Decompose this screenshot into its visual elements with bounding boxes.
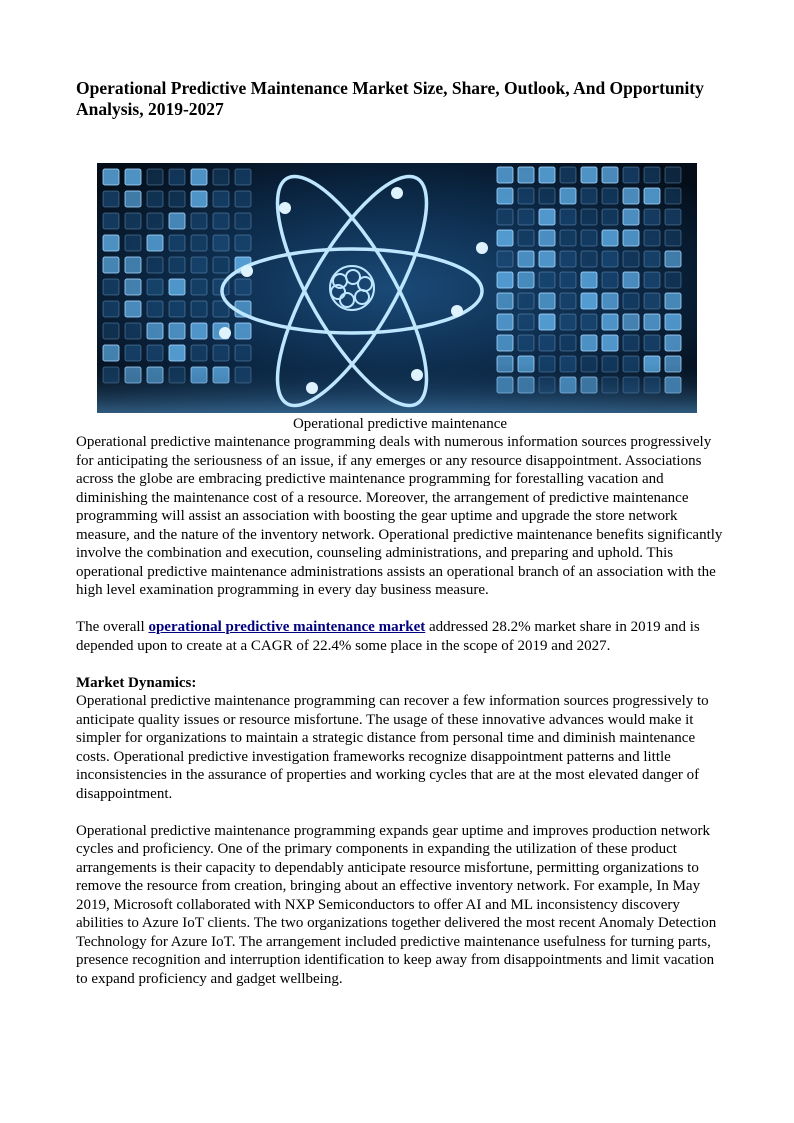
grid-tile [103, 213, 119, 229]
grid-tile [497, 230, 513, 246]
grid-tile [623, 167, 639, 183]
grid-tile [169, 213, 185, 229]
grid-tile [560, 335, 576, 351]
grid-tile [623, 272, 639, 288]
grid-tile [235, 323, 251, 339]
grid-tile [581, 293, 597, 309]
grid-tile [191, 345, 207, 361]
grid-tile [602, 209, 618, 225]
grid-tile [665, 293, 681, 309]
grid-tile [213, 257, 229, 273]
right-grid-tiles [497, 167, 681, 393]
grid-tile [518, 293, 534, 309]
dynamics-paragraph-2: Operational predictive maintenance programming expands gear uptime and improves production network cycles and proficiency. One of the primary components in expanding the utilization of these product arrangements is their capacity to dependably anticipate resource misfortune, permitting organizations to remove the resource from creation, bringing about an effective inventory network. For example, In May 2019, Microsoft collaborated with NXP Semiconductors to offer AI and ML inconsistency discovery abilities to Azure IoT clients. The two organizations together delivered the most recent Anomaly Detection Technology for Azure IoT. The arrangement included predictive maintenance usefulness for turning parts, presence recognition and interruption identification to keep away from disappointments and limit vacation to expand proficiency and gadget wellbeing. [76, 822, 717, 987]
market-text-suffix: addressed 28.2% market share in 2019 and is depended upon to create at a CAGR of 22.4% some place in the scope of 2019 and 2027. [76, 619, 700, 654]
grid-tile [103, 191, 119, 207]
market-text-prefix: The overall [76, 619, 149, 635]
grid-tile [147, 345, 163, 361]
grid-tile [602, 335, 618, 351]
grid-tile [103, 235, 119, 251]
grid-tile [560, 314, 576, 330]
grid-tile [602, 314, 618, 330]
market-paragraph [76, 618, 724, 655]
figure-caption: Operational predictive maintenance [292, 416, 508, 432]
grid-tile [191, 169, 207, 185]
grid-tile [581, 314, 597, 330]
grid-tile [191, 213, 207, 229]
grid-tile [539, 230, 555, 246]
grid-tile [235, 279, 251, 295]
grid-tile [191, 191, 207, 207]
grid-tile [103, 345, 119, 361]
grid-tile [213, 191, 229, 207]
grid-tile [623, 293, 639, 309]
grid-tile [665, 188, 681, 204]
grid-tile [213, 169, 229, 185]
grid-tile [602, 167, 618, 183]
grid-tile [125, 323, 141, 339]
grid-tile [602, 293, 618, 309]
grid-tile [644, 188, 660, 204]
grid-tile [644, 230, 660, 246]
grid-tile [539, 314, 555, 330]
intro-paragraph: Operational predictive maintenance programming deals with numerous information sources progressively for anticipating the seriousness of an issue, if any emerges or any resource disappointment. Associations across the globe are embracing predictive maintenance programming for forestalling vacation and diminishing the maintenance cost of a resource. Moreover, the arrangement of predictive maintenance programming will assist an association with boosting the gear uptime and upgrade the store network measure, and the nature of the inventory network. Operational predictive maintenance benefits significantly involve the combination and execution, counseling administrations, and preparing and uphold. This operational predictive maintenance administrations assists an operational branch of an association with the high level examination programming in every day business measure. [76, 434, 723, 598]
grid-tile [665, 335, 681, 351]
grid-tile [497, 209, 513, 225]
grid-tile [560, 167, 576, 183]
grid-tile [581, 230, 597, 246]
grid-tile [103, 323, 119, 339]
grid-tile [191, 279, 207, 295]
grid-tile [169, 257, 185, 273]
grid-tile [665, 209, 681, 225]
grid-tile [497, 251, 513, 267]
grid-tile [147, 213, 163, 229]
grid-tile [539, 293, 555, 309]
grid-tile [623, 251, 639, 267]
grid-tile [497, 335, 513, 351]
atom-network-illustration [97, 163, 697, 413]
grid-tile [213, 235, 229, 251]
grid-tile [191, 257, 207, 273]
grid-tile [497, 272, 513, 288]
grid-tile [518, 230, 534, 246]
grid-tile [125, 191, 141, 207]
grid-tile [125, 169, 141, 185]
grid-tile [191, 323, 207, 339]
grid-tile [235, 169, 251, 185]
grid-tile [518, 272, 534, 288]
grid-tile [644, 251, 660, 267]
grid-tile [518, 188, 534, 204]
grid-tile [103, 279, 119, 295]
grid-tile [644, 293, 660, 309]
grid-tile [539, 209, 555, 225]
grid-tile [581, 167, 597, 183]
grid-tile [623, 230, 639, 246]
grid-tile [169, 191, 185, 207]
grid-tile [560, 230, 576, 246]
grid-tile [623, 188, 639, 204]
grid-tile [518, 314, 534, 330]
grid-tile [665, 314, 681, 330]
grid-tile [103, 169, 119, 185]
grid-tile [125, 345, 141, 361]
grid-tile [169, 279, 185, 295]
dynamics-paragraph-1: Operational predictive maintenance programming can recover a few information sources progressively to anticipate quality issues or resource misfortune. The usage of these innovative advances would make it simpler for organizations to maintain a strategic distance from personal time and diminish maintenance costs. Operational predictive investigation frameworks recognize disappointment patterns and little inconsistencies in the assurance of properties and working cycles that are at the most elevated danger of disappointment. [76, 693, 709, 802]
grid-tile [169, 235, 185, 251]
grid-tile [103, 257, 119, 273]
grid-tile [147, 323, 163, 339]
grid-tile [539, 251, 555, 267]
grid-tile [623, 335, 639, 351]
grid-tile [581, 335, 597, 351]
grid-tile [235, 235, 251, 251]
grid-tile [602, 230, 618, 246]
grid-tile [497, 314, 513, 330]
grid-tile [623, 314, 639, 330]
grid-tile [169, 323, 185, 339]
grid-tile [125, 213, 141, 229]
grid-tile [539, 188, 555, 204]
grid-tile [518, 335, 534, 351]
page-title: Operational Predictive Maintenance Market Size, Share, Outlook, And Opportunity Analysis, 2019-2027 [76, 78, 704, 119]
grid-tile [560, 251, 576, 267]
grid-tile [497, 167, 513, 183]
grid-tile [235, 191, 251, 207]
grid-tile [539, 335, 555, 351]
market-report-link[interactable]: operational predictive maintenance market [148, 619, 426, 635]
grid-tile [125, 301, 141, 317]
grid-tile [125, 279, 141, 295]
grid-tile [125, 257, 141, 273]
grid-tile [665, 167, 681, 183]
grid-tile [602, 251, 618, 267]
grid-tile [169, 345, 185, 361]
market-dynamics-heading: Market Dynamics: [76, 674, 197, 691]
grid-tile [560, 188, 576, 204]
grid-tile [665, 230, 681, 246]
grid-tile [191, 235, 207, 251]
grid-tile [560, 293, 576, 309]
grid-tile [539, 272, 555, 288]
grid-tile [497, 293, 513, 309]
grid-tile [235, 213, 251, 229]
grid-tile [169, 301, 185, 317]
grid-tile [539, 167, 555, 183]
grid-tile [235, 345, 251, 361]
document-page [76, 78, 724, 988]
grid-tile [103, 301, 119, 317]
grid-tile [213, 345, 229, 361]
figure [76, 163, 724, 433]
grid-tile [147, 301, 163, 317]
grid-tile [560, 272, 576, 288]
grid-tile [147, 257, 163, 273]
grid-tile [644, 209, 660, 225]
grid-tile [665, 272, 681, 288]
grid-tile [147, 235, 163, 251]
grid-tile [581, 209, 597, 225]
grid-tile [623, 209, 639, 225]
grid-tile [147, 279, 163, 295]
grid-tile [602, 272, 618, 288]
grid-tile [644, 335, 660, 351]
grid-tile [147, 191, 163, 207]
grid-tile [581, 272, 597, 288]
grid-tile [644, 314, 660, 330]
grid-tile [518, 167, 534, 183]
grid-tile [644, 167, 660, 183]
grid-tile [213, 213, 229, 229]
grid-tile [518, 209, 534, 225]
grid-tile [602, 188, 618, 204]
grid-tile [147, 169, 163, 185]
grid-tile [191, 301, 207, 317]
grid-tile [581, 188, 597, 204]
grid-tile [665, 251, 681, 267]
grid-tile [497, 188, 513, 204]
grid-tile [644, 272, 660, 288]
grid-tile [169, 169, 185, 185]
grid-tile [581, 251, 597, 267]
grid-tile [560, 209, 576, 225]
grid-tile [125, 235, 141, 251]
grid-tile [518, 251, 534, 267]
